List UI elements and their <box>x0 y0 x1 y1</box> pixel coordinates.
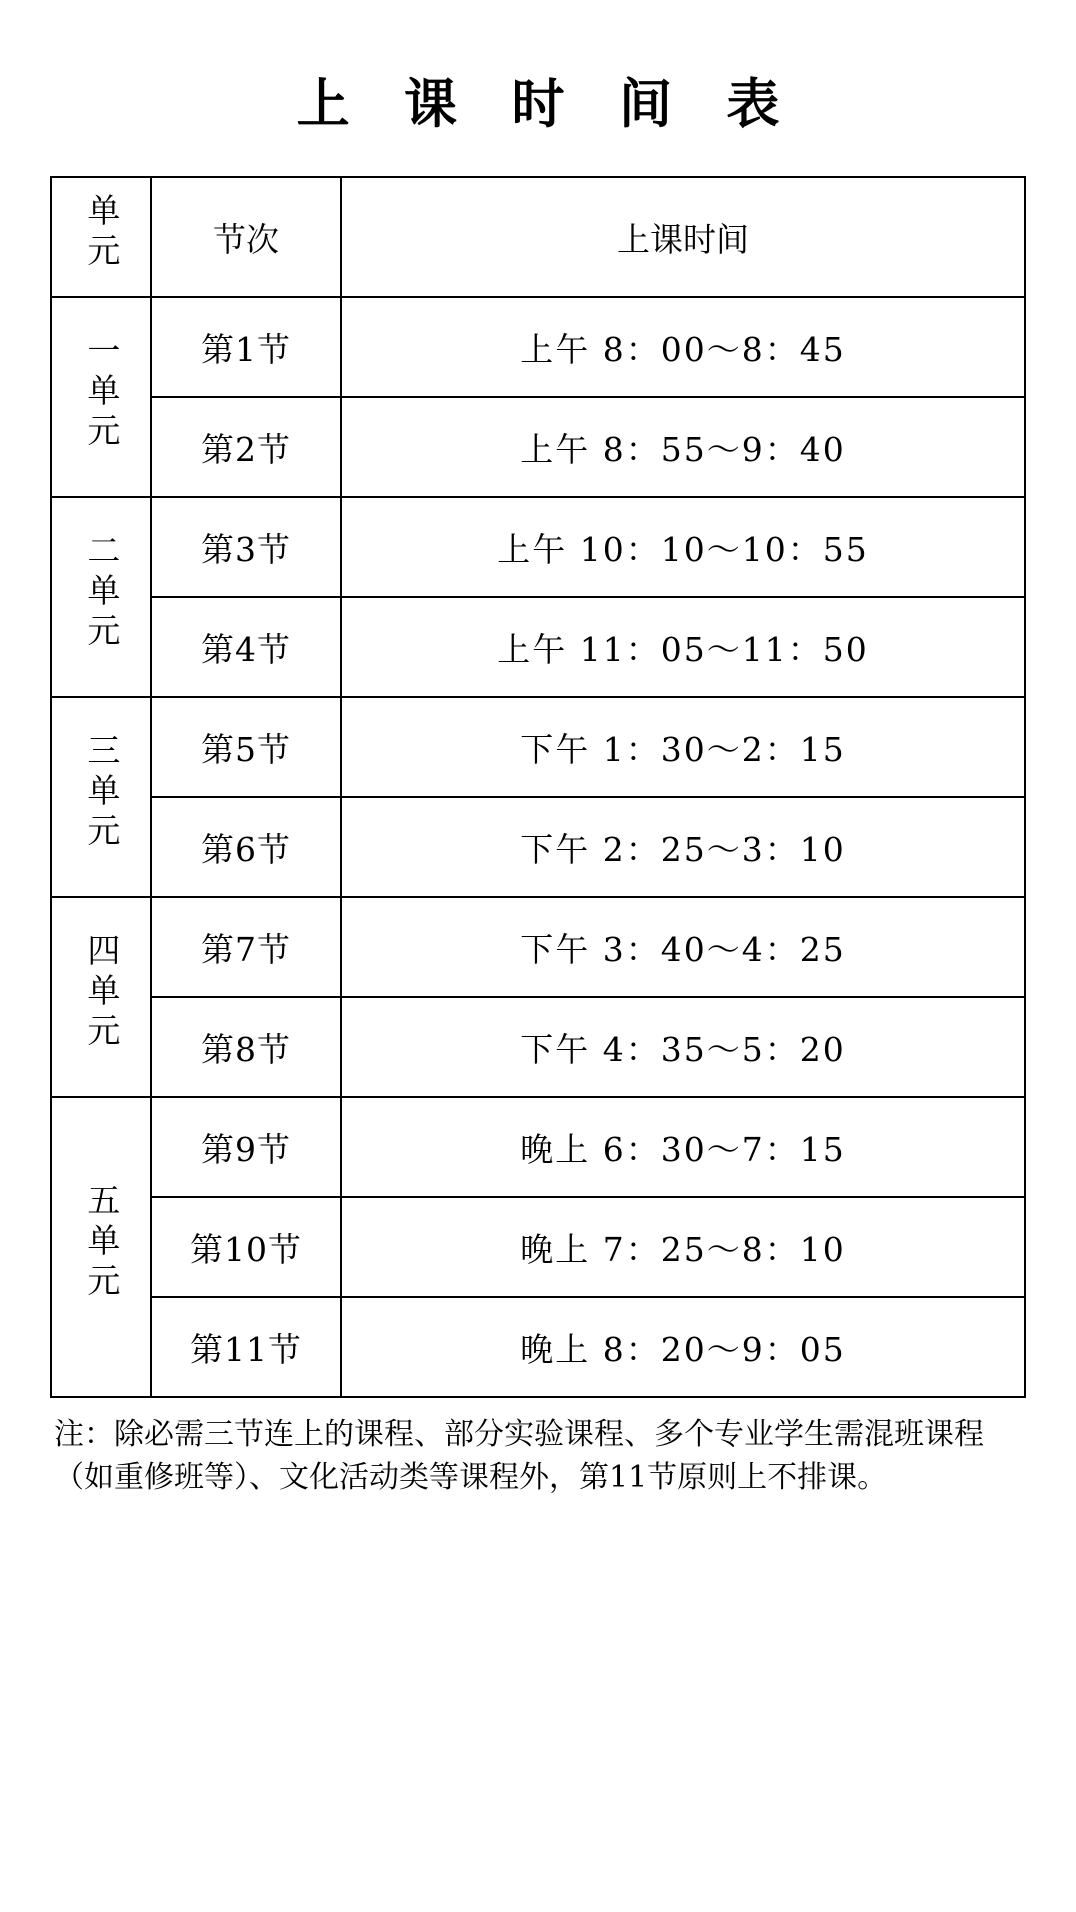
table-header-row <box>51 177 1025 297</box>
table-row <box>51 1197 1025 1297</box>
period-cell: 第11节 <box>151 1297 341 1397</box>
period-cell: 第9节 <box>151 1097 341 1197</box>
table-row <box>51 1297 1025 1397</box>
period-cell: 第4节 <box>151 597 341 697</box>
time-cell: 晚上 8：20～9：05 <box>341 1297 1025 1397</box>
time-cell: 上午 8：55～9：40 <box>341 397 1025 497</box>
header-time: 上课时间 <box>341 177 1025 297</box>
period-cell: 第10节 <box>151 1197 341 1297</box>
unit-label: 五单元 <box>82 1182 122 1303</box>
time-cell: 上午 10：10～10：55 <box>341 497 1025 597</box>
period-cell: 第2节 <box>151 397 341 497</box>
unit-label: 三单元 <box>82 732 122 853</box>
unit-cell-3 <box>51 697 151 897</box>
header-period: 节次 <box>151 177 341 297</box>
unit-cell-1 <box>51 297 151 497</box>
table-row <box>51 397 1025 497</box>
unit-label: 二单元 <box>82 532 122 653</box>
table-row <box>51 297 1025 397</box>
table-row <box>51 797 1025 897</box>
table-row <box>51 997 1025 1097</box>
page-title: 上 课 时 间 表 <box>296 73 798 135</box>
table-row <box>51 597 1025 697</box>
unit-cell-2 <box>51 497 151 697</box>
footnote: 注：除必需三节连上的课程、部分实验课程、多个专业学生需混班课程（如重修班等）、文化活动类等课程外，第11节原则上不排课。 <box>54 1417 984 1495</box>
unit-cell-5 <box>51 1097 151 1397</box>
time-cell: 下午 4：35～5：20 <box>341 997 1025 1097</box>
unit-label: 四单元 <box>82 932 122 1053</box>
time-cell: 晚上 6：30～7：15 <box>341 1097 1025 1197</box>
unit-cell-4 <box>51 897 151 1097</box>
header-unit-label: 单元 <box>82 192 122 273</box>
class-schedule-table <box>50 176 1026 1398</box>
table-row <box>51 897 1025 997</box>
time-cell: 上午 8：00～8：45 <box>341 297 1025 397</box>
header-unit <box>51 177 151 297</box>
table-row <box>51 697 1025 797</box>
time-cell: 下午 1：30～2：15 <box>341 697 1025 797</box>
period-cell: 第6节 <box>151 797 341 897</box>
time-cell: 下午 2：25～3：10 <box>341 797 1025 897</box>
period-cell: 第8节 <box>151 997 341 1097</box>
time-cell: 晚上 7：25～8：10 <box>341 1197 1025 1297</box>
period-cell: 第5节 <box>151 697 341 797</box>
table-row <box>51 497 1025 597</box>
table-row <box>51 1097 1025 1197</box>
period-cell: 第3节 <box>151 497 341 597</box>
unit-label: 一单元 <box>82 332 122 453</box>
period-cell: 第7节 <box>151 897 341 997</box>
time-cell: 下午 3：40～4：25 <box>341 897 1025 997</box>
time-cell: 上午 11：05～11：50 <box>341 597 1025 697</box>
period-cell: 第1节 <box>151 297 341 397</box>
